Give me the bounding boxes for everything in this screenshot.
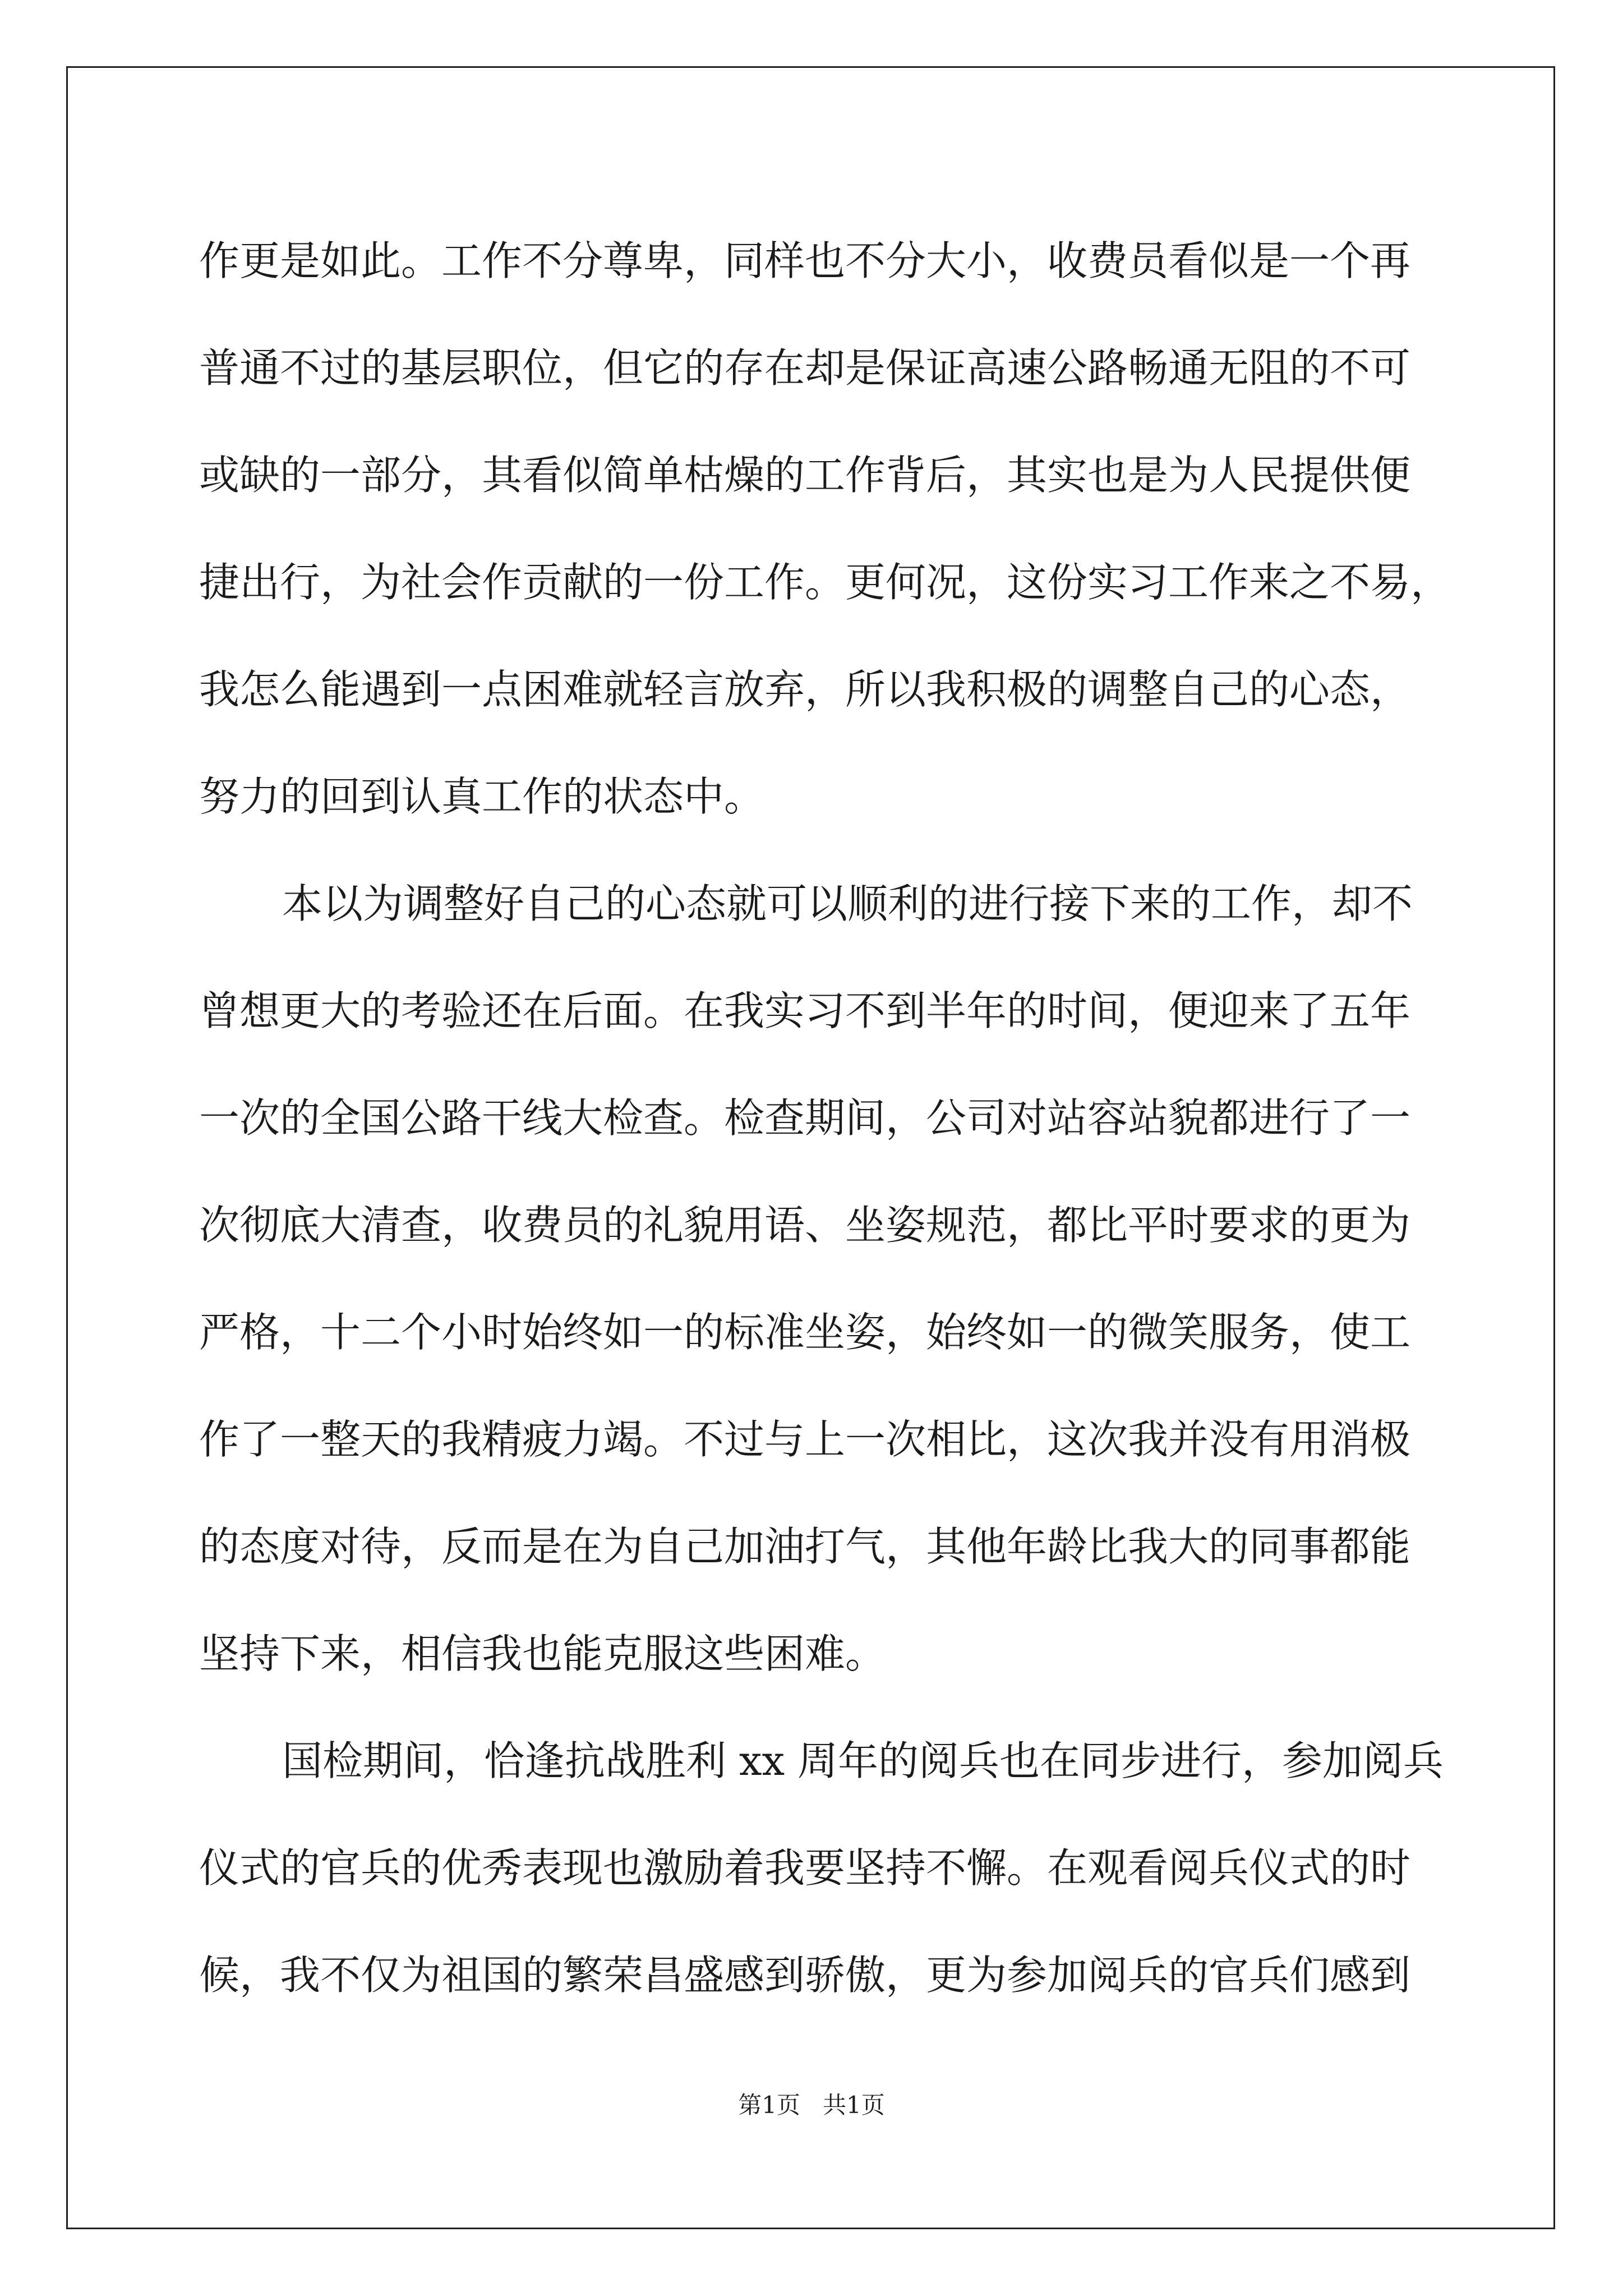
- text-line: 严格，十二个小时始终如一的标准坐姿，始终如一的微笑服务，使工: [199, 1309, 1411, 1356]
- text-line: 作更是如此。工作不分尊卑，同样也不分大小，收费员看似是一个再: [199, 237, 1411, 284]
- text-line: 的态度对待，反而是在为自己加油打气，其他年龄比我大的同事都能: [199, 1523, 1411, 1570]
- text-line: 或缺的一部分，其看似简单枯燥的工作背后，其实也是为人民提供便: [199, 452, 1411, 499]
- document-body: [199, 208, 1451, 2029]
- page-total: 共1页: [823, 2091, 885, 2119]
- paragraph-1: [199, 208, 1451, 850]
- text-line: 本以为调整好自己的心态就可以顺利的进行接下来的工作，却不: [282, 880, 1413, 927]
- text-line: 普通不过的基层职位，但它的存在却是保证高速公路畅通无阻的不可: [199, 344, 1411, 392]
- text-line: 坚持下来，相信我也能克服这些困难。: [199, 1630, 886, 1677]
- text-line: 候，我不仅为祖国的繁荣昌盛感到骄傲，更为参加阅兵的官兵们感到: [199, 1952, 1411, 1999]
- text-line: 国检期间，恰逢抗战胜利 xx 周年的阅兵也在同步进行，参加阅兵: [282, 1737, 1444, 1784]
- paragraph-3: [199, 1708, 1444, 2029]
- paragraph-2: [199, 850, 1427, 1708]
- text-line: 捷出行，为社会作贡献的一份工作。更何况，这份实习工作来之不易，: [199, 559, 1451, 606]
- text-line: 仪式的官兵的优秀表现也激励着我要坚持不懈。在观看阅兵仪式的时: [199, 1844, 1411, 1892]
- text-line: 我怎么能遇到一点困难就轻言放弃，所以我积极的调整自己的心态，: [199, 666, 1411, 713]
- text-line: 作了一整天的我精疲力竭。不过与上一次相比，这次我并没有用消极: [199, 1416, 1411, 1463]
- text-line: 一次的全国公路干线大检查。检查期间，公司对站容站貌都进行了一: [199, 1094, 1411, 1142]
- text-line: 次彻底大清查，收费员的礼貌用语、坐姿规范，都比平时要求的更为: [199, 1202, 1411, 1249]
- page-number: 第1页: [738, 2091, 800, 2119]
- text-line: 努力的回到认真工作的状态中。: [199, 773, 765, 820]
- text-line: 曾想更大的考验还在后面。在我实习不到半年的时间，便迎来了五年: [199, 987, 1411, 1034]
- page-footer: [0, 2087, 1623, 2120]
